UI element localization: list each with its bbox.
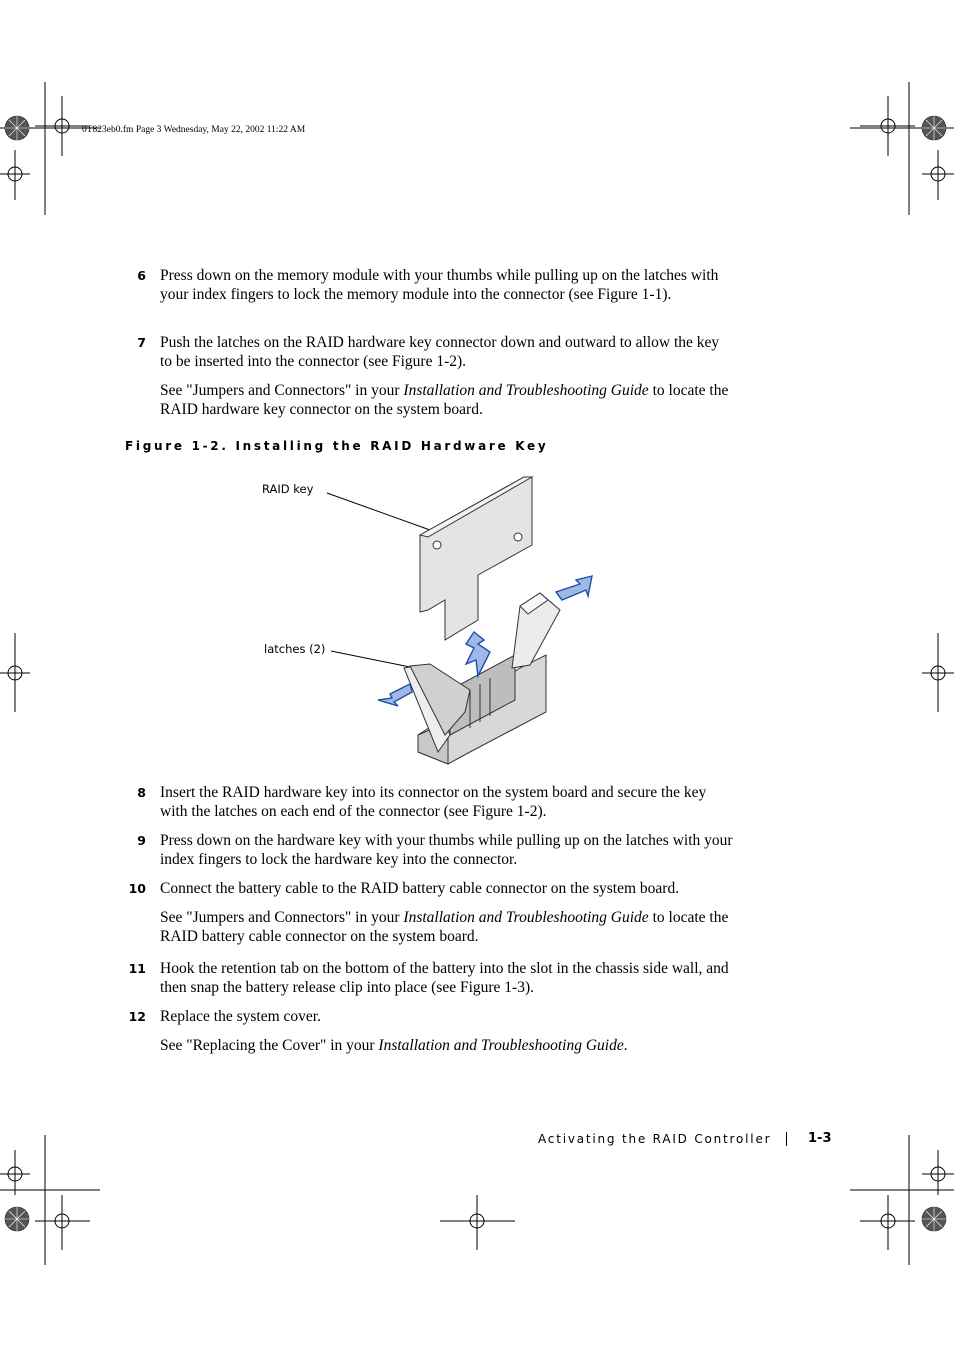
see-note-after: . (623, 1037, 628, 1054)
step-number: 11 (128, 961, 146, 976)
step-number: 7 (137, 335, 146, 350)
step-text: Press down on the hardware key with your thumbs while pulling up on the latches with your index fingers to lock the hardware key into the connector. (160, 832, 733, 868)
file-header-note: 0T823eb0.fm Page 3 Wednesday, May 22, 2002 11:22 AM (82, 125, 306, 135)
latches-label: latches (2) (264, 642, 326, 656)
see-note (160, 381, 735, 419)
guide-title: Installation and Troubleshooting Guide (378, 1037, 624, 1054)
guide-title: Installation and Troubleshooting Guide (403, 382, 649, 399)
see-note-after: to locate the RAID battery cable connector on the system board. (160, 909, 729, 945)
step-number: 6 (137, 268, 146, 283)
step-number: 8 (137, 785, 146, 800)
see-note-before: See "Jumpers and Connectors" in your (160, 382, 404, 399)
page-number: 1-3 (808, 1131, 832, 1146)
raid-key-label: RAID key (262, 482, 314, 496)
footer-chapter-title: Activating the RAID Controller (538, 1132, 772, 1146)
see-note-before: See "Replacing the Cover" in your (160, 1037, 379, 1054)
step-text: Push the latches on the RAID hardware key connector down and outward to allow the key to be inserted into the connector (see Figure 1-2). (160, 334, 720, 370)
guide-title: Installation and Troubleshooting Guide (403, 909, 649, 926)
step-text: Insert the RAID hardware key into its connector on the system board and secure the key with the latches on each end of the connector (see Figure 1-2). (160, 784, 707, 820)
step-number: 12 (128, 1009, 146, 1024)
step-number: 9 (137, 833, 146, 848)
see-note (160, 1036, 735, 1055)
see-note-before: See "Jumpers and Connectors" in your (160, 909, 404, 926)
see-note-after: to locate the RAID hardware key connector on the system board. (160, 382, 729, 418)
step-text: Press down on the memory module with your thumbs while pulling up on the latches with your index fingers to lock the memory module into the connector (see Figure 1-1). (160, 267, 719, 303)
step-text: Connect the battery cable to the RAID battery cable connector on the system board. (160, 880, 680, 897)
step-text: Replace the system cover. (160, 1008, 321, 1025)
step-number: 10 (128, 881, 146, 896)
see-note (160, 908, 735, 946)
figure-caption: Figure 1-2. Installing the RAID Hardware Key (125, 439, 549, 453)
step-text: Hook the retention tab on the bottom of the battery into the slot in the chassis side wall, and then snap the battery release clip into place (see Figure 1-3). (160, 960, 729, 996)
footer-separator (786, 1132, 787, 1146)
